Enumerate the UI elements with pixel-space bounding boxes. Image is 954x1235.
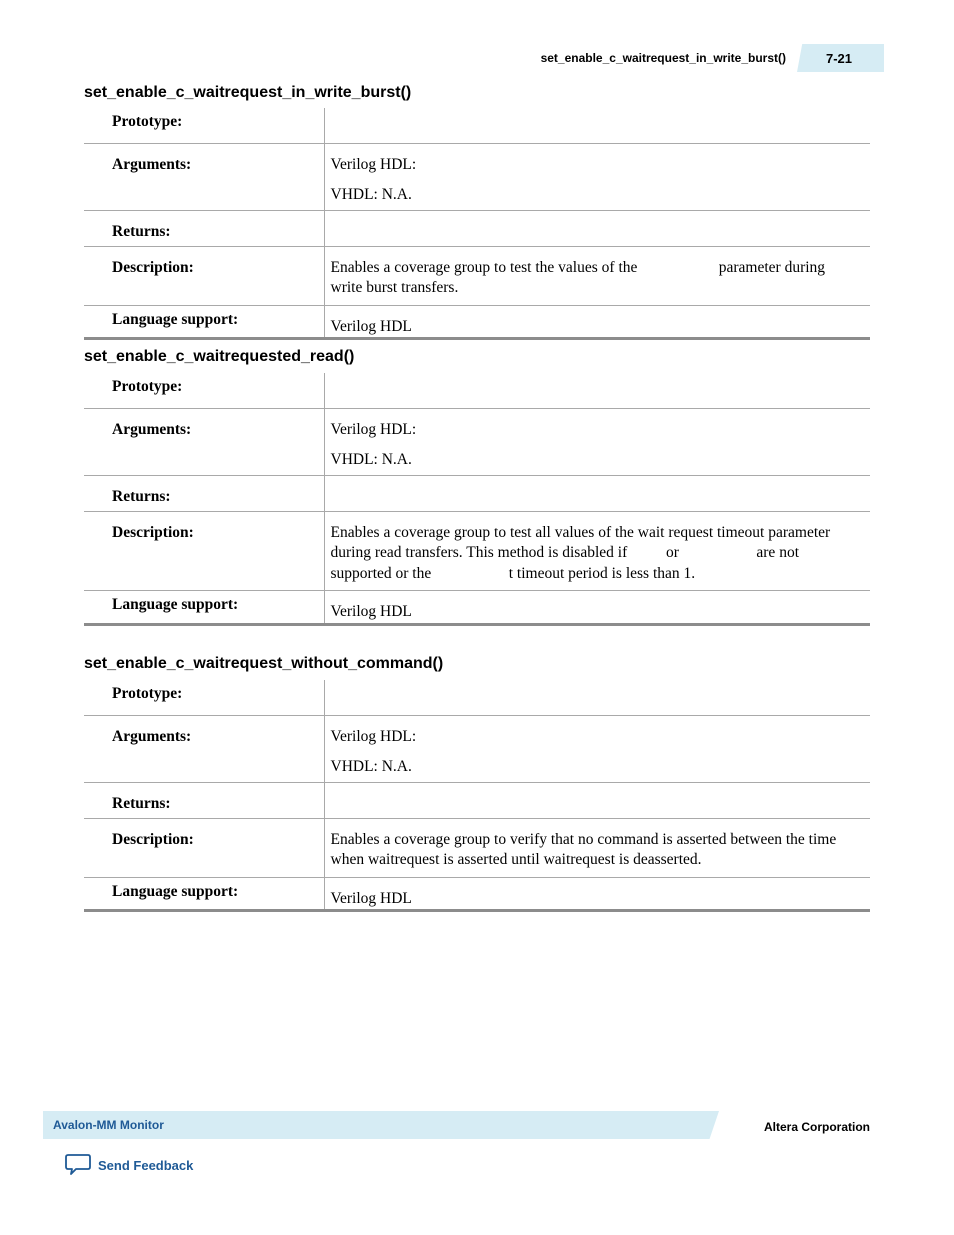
prototype-value	[324, 680, 870, 715]
language-value: Verilog HDL	[324, 591, 870, 625]
api-table	[84, 373, 870, 626]
send-feedback-link[interactable]	[65, 1153, 193, 1177]
table-row	[84, 246, 870, 305]
section-title: set_enable_c_waitrequest_without_command()	[84, 655, 444, 672]
arguments-verilog: Verilog HDL:	[330, 155, 417, 173]
table-row	[84, 210, 870, 246]
row-label: Arguments:	[112, 155, 192, 173]
description-text: Enables a coverage group to verify that no command is asserted between the time when waitrequest is asserted until waitrequest is deasserted.	[330, 830, 837, 868]
row-label: Description:	[112, 830, 194, 848]
row-label: Language support:	[112, 596, 239, 613]
returns-value	[324, 475, 870, 511]
row-label: Language support:	[112, 310, 239, 328]
table-row	[84, 715, 870, 782]
table-row	[84, 408, 870, 475]
row-label: Arguments:	[112, 420, 192, 438]
prototype-value	[324, 373, 870, 408]
row-label: Language support:	[112, 882, 239, 900]
table-row	[84, 680, 870, 715]
arguments-vhdl: VHDL: N.A.	[330, 758, 412, 775]
returns-value	[324, 210, 870, 246]
arguments-vhdl: VHDL: N.A.	[330, 451, 412, 468]
arguments-verilog: Verilog HDL:	[330, 420, 417, 438]
row-label: Prototype:	[112, 113, 183, 130]
running-header-title: set_enable_c_waitrequest_in_write_burst()	[540, 51, 786, 65]
description-text: Enables a coverage group to test the values of the parameter during write burst transfers.	[330, 258, 829, 296]
language-value: Verilog HDL	[324, 877, 870, 911]
section-title: set_enable_c_waitrequest_in_write_burst()	[84, 84, 412, 101]
arguments-value	[324, 143, 870, 210]
table-row	[84, 143, 870, 210]
api-table	[84, 680, 870, 912]
row-label: Returns:	[112, 222, 171, 240]
arguments-vhdl: VHDL: N.A.	[330, 186, 412, 203]
arguments-value	[324, 408, 870, 475]
row-label: Returns:	[112, 487, 171, 505]
table-row	[84, 877, 870, 911]
row-label: Description:	[112, 258, 194, 276]
row-label: Returns:	[112, 794, 171, 812]
row-label: Prototype:	[112, 378, 183, 395]
send-feedback-label[interactable]: Send Feedback	[98, 1157, 194, 1173]
footer-company: Altera Corporation	[764, 1120, 871, 1134]
arguments-value	[324, 715, 870, 782]
language-value: Verilog HDL	[324, 305, 870, 339]
prototype-value	[324, 108, 870, 143]
description-text: Enables a coverage group to test all values of the wait request timeout parameter during read transfers. This method is disabled if or are not supported or the t timeout period is less than 1.	[330, 523, 835, 582]
footer-document-title: Avalon-MM Monitor	[53, 1118, 164, 1132]
row-label: Arguments:	[112, 727, 192, 745]
speech-bubble-icon	[65, 1153, 91, 1177]
table-row	[84, 475, 870, 511]
table-row	[84, 511, 870, 591]
arguments-verilog: Verilog HDL:	[330, 727, 417, 745]
table-row	[84, 305, 870, 339]
returns-value	[324, 782, 870, 818]
api-table	[84, 108, 870, 340]
table-row	[84, 818, 870, 877]
row-label: Description:	[112, 523, 194, 541]
row-label: Prototype:	[112, 685, 183, 702]
table-row	[84, 373, 870, 408]
table-row	[84, 108, 870, 143]
table-row	[84, 782, 870, 818]
page-number: 7-21	[826, 51, 853, 66]
section-title: set_enable_c_waitrequested_read()	[84, 348, 355, 365]
table-row	[84, 591, 870, 625]
